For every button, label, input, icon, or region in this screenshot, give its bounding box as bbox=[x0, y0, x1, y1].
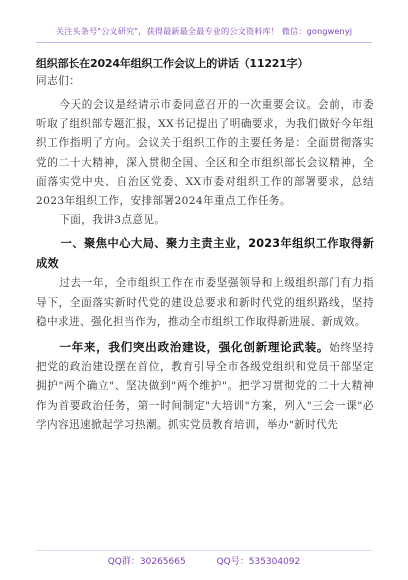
intro-paragraph: 今天的会议是经请示市委同意召开的一次重要会议。会前，市委听取了组织部专题汇报，XX书记提出了明确要求，为我们做好今年组织工作指明了方向。会议关于组织工作的主要任务是：全面贯彻落实党的二十大精神，深入贯彻全国、全区和全市组织部长会议精神，全面落实党中央、自治区党委、XX市委对组织工作的部署要求，总结2023年组织工作，安排部署2024年重点工作任务。 bbox=[36, 99, 374, 208]
salutation: 同志们： bbox=[36, 75, 81, 87]
qq-group: QQ群：30265665 bbox=[107, 557, 186, 567]
footer-contact bbox=[0, 554, 408, 567]
point-1-body: 始终坚持把党的政治建设摆在首位，教育引导全市各级党组织和党员干部坚定拥护"两个确立"、坚决做到"两个维护"。把学习贯彻党的二十大精神作为首要政治任务，第一时间制定"大培训"方案，列入"三会一课"必学内容迅速掀起学习热潮。抓实党员教育培训，举办"新时代先 bbox=[36, 342, 374, 431]
point-1-paragraph bbox=[36, 338, 374, 435]
point-1-lead: 一年来，我们突出政治建设，强化创新理论武装。 bbox=[59, 340, 330, 355]
points-intro-paragraph: 下面，我讲3点意见。 bbox=[59, 214, 166, 227]
footer-divider bbox=[36, 550, 372, 551]
qq-number: QQ号：535304092 bbox=[216, 557, 301, 567]
document-title: 组织部长在2024年组织工作会议上的讲话（11221字） bbox=[36, 57, 309, 70]
header-banner: 关注头条号"公文研究"，获得最新最全最专业的公文资料库！ 微信：gongwenyj bbox=[55, 26, 353, 36]
section-heading-1: 一、聚焦中心大局、聚力主责主业，2023年组织工作取得新成效 bbox=[36, 237, 374, 271]
header-divider bbox=[36, 42, 372, 43]
section-1-paragraph: 过去一年，全市组织工作在市委坚强领导和上级组织部门有力指导下，全面落实新时代党的建设总要求和新时代党的组织路线，坚持稳中求进、强化担当作为，推动全市组织工作取得新进展、新成效。 bbox=[36, 277, 374, 328]
document-body bbox=[36, 55, 374, 435]
